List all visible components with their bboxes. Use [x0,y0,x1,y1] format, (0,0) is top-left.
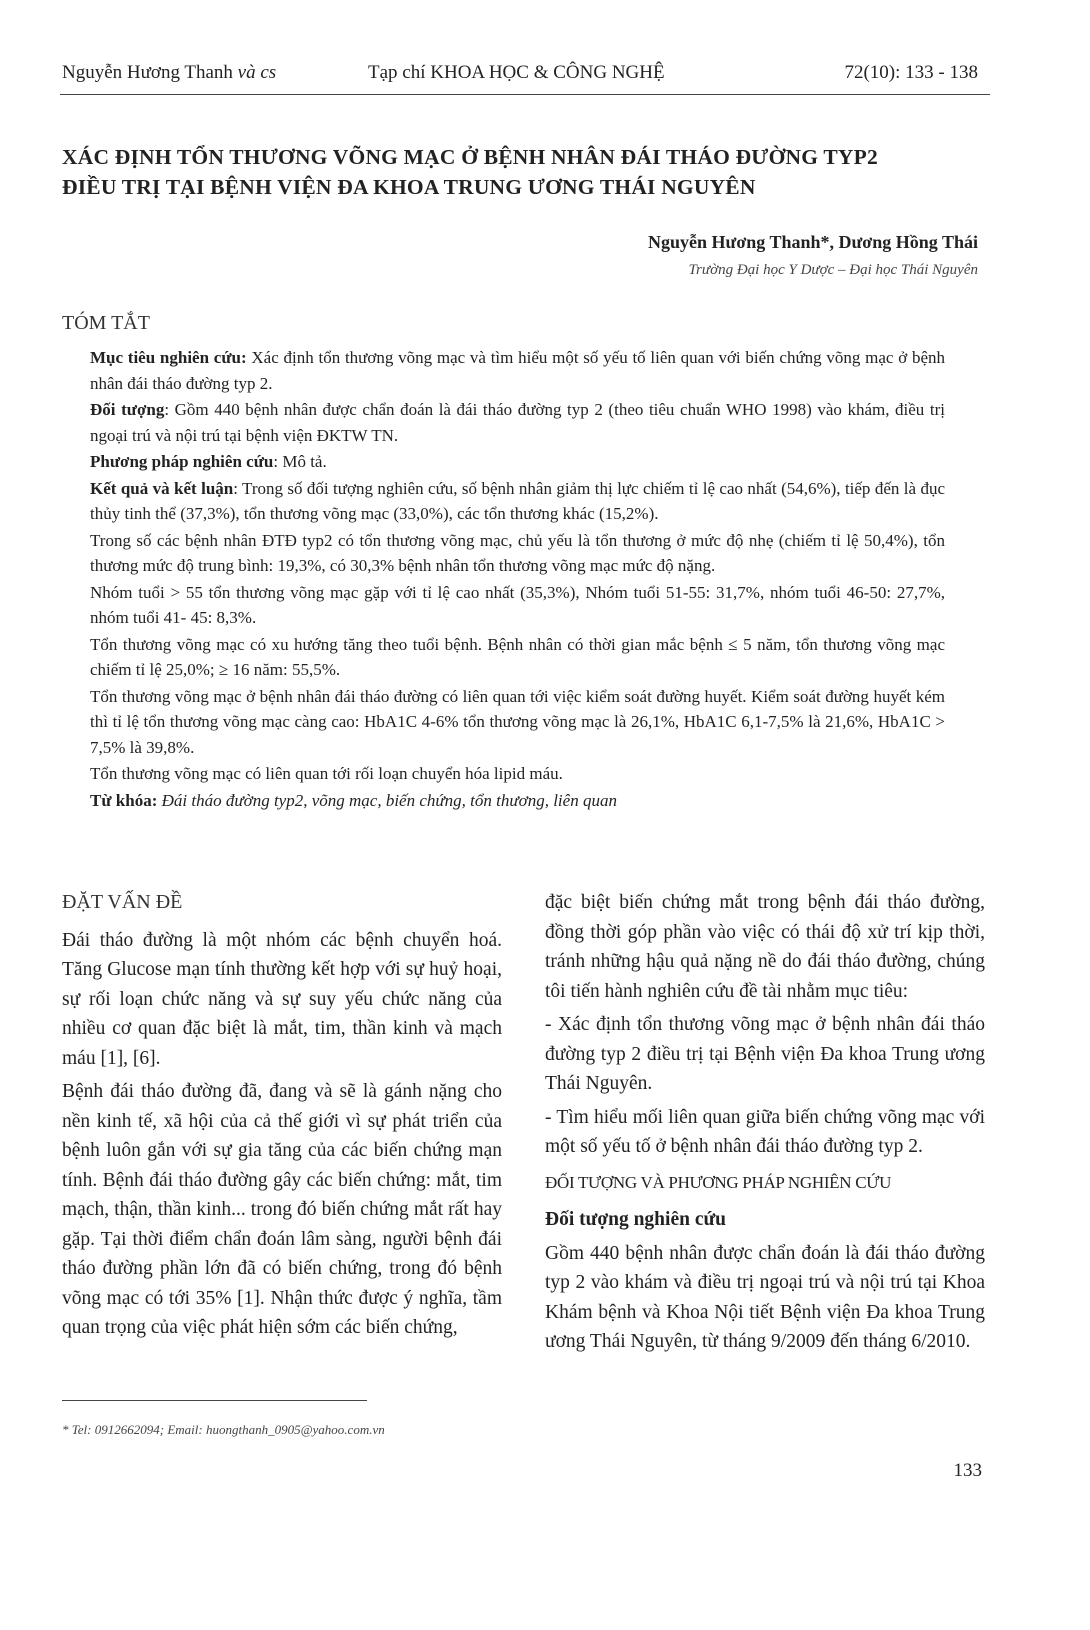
section-heading: ĐỐI TƯỢNG VÀ PHƯƠNG PHÁP NGHIÊN CỨU [545,1172,892,1192]
header-author-name: Nguyễn Hương Thanh [62,62,233,83]
affiliation: Trường Đại học Y Dược – Đại học Thái Nguyên [688,262,978,278]
footnote-rule [62,1400,367,1401]
running-header-journal: Tạp chí KHOA HỌC & CÔNG NGHỆ [368,62,665,83]
left-column [62,888,502,1347]
abstract-para: Tổn thương võng mạc có xu hướng tăng theo tuổi bệnh. Bệnh nhân có thời gian mắc bệnh ≤ 5 năm, tổn thương võng mạc chiếm tỉ lệ 25,0%; ≥ 16 năm: 55,5%. [90,634,945,679]
abstract-body [90,345,945,814]
para-label: Mục tiêu nghiên cứu: [90,348,247,367]
abstract-para [90,449,945,475]
body-para: Bệnh đái tháo đường đã, đang và sẽ là gánh nặng cho nền kinh tế, xã hội của cả thế giới vì sự phát triển của bệnh luôn gắn với sự gia tăng của các biến chứng mạn tính. Bệnh đái tháo đường gây các biến chứng: mắt, tim mạch, thận, thần kinh... trong đó biến chứng mắt rất hay gặp. Tại thời điểm chẩn đoán lâm sàng, người bệnh đái tháo đường phần lớn đã có biến chứng, trong đó bệnh võng mạc có tới 35% [1]. Nhận thức được ý nghĩa, tầm quan trọng của việc phát hiện sớm các biến chứng, [62,1081,502,1338]
abstract-para: Tổn thương võng mạc có liên quan tới rối loạn chuyển hóa lipid máu. [90,764,563,783]
keywords-label: Từ khóa: [90,790,158,810]
abstract-para [90,397,945,448]
body-para: - Xác định tổn thương võng mạc ở bệnh nhân đái tháo đường typ 2 điều trị tại Bệnh viện Đa khoa Trung ương Thái Nguyên. [545,1014,985,1094]
abstract-para: Tổn thương võng mạc ở bệnh nhân đái tháo đường có liên quan tới việc kiểm soát đường huyết. Kiểm soát đường huyết kém thì tỉ lệ tổn thương võng mạc càng cao: HbA1C 4-6% tổn thương võng mạc là 26,1%, HbA1C 6,1-7,5% là 21,6%, HbA1C > 7,5% là 39,8%. [90,686,945,757]
running-header-authors [62,62,276,84]
para-text: : Trong số đối tượng nghiên cứu, số bệnh nhân giảm thị lực chiếm tỉ lệ cao nhất (54,6%), tiếp đến là đục thủy tinh thể (37,3%), tổn thương võng mạc (33,0%), các tổn thương khác (15,2%). [90,478,945,523]
body-para: Gồm 440 bệnh nhân được chẩn đoán là đái tháo đường typ 2 vào khám và điều trị ngoại trú và nội trú tại Khoa Khám bệnh và Khoa Nội tiết Bệnh viện Đa khoa Trung ương Thái Nguyên, từ tháng 9/2009 đến tháng 6/2010. [545,1242,985,1352]
paper-title [62,142,992,202]
subsection-heading: Đối tượng nghiên cứu [545,1209,727,1230]
para-label: Kết quả và kết luận [90,478,234,498]
page-number: 133 [953,1460,982,1481]
para-text: : Mô tả. [273,452,327,471]
header-author-suffix: và cs [237,62,277,83]
abstract-para [90,476,945,527]
para-label: Phương pháp nghiên cứu [90,452,274,471]
abstract-para [90,345,945,396]
author-list: Nguyễn Hương Thanh*, Dương Hồng Thái [648,232,978,252]
abstract-para: Nhóm tuổi > 55 tổn thương võng mạc gặp với tỉ lệ cao nhất (35,3%), Nhóm tuổi 51-55: 31,7%, nhóm tuổi 46-50: 27,7%, nhóm tuổi 41- 45: 8,3%. [90,582,945,627]
title-line-1: XÁC ĐỊNH TỔN THƯƠNG VÕNG MẠC Ở BỆNH NHÂN ĐÁI THÁO ĐƯỜNG TYP2 [62,145,878,169]
para-label: Đối tượng [90,400,165,419]
para-text: Xác định tổn thương võng mạc và tìm hiểu một số yếu tố liên quan với biến chứng võng mạc ở bệnh nhân đái tháo đường typ 2. [90,348,945,393]
header-rule [60,94,990,95]
abstract-para: Trong số các bệnh nhân ĐTĐ typ2 có tổn thương võng mạc, chủ yếu là tổn thương ở mức độ nhẹ (chiếm tỉ lệ 50,4%), tổn thương mức độ trung bình: 19,3%, có 30,3% bệnh nhân tổn thương võng mạc mức độ nặng. [90,530,945,575]
title-line-2: ĐIỀU TRỊ TẠI BỆNH VIỆN ĐA KHOA TRUNG ƯƠNG THÁI NGUYÊN [62,175,756,199]
keywords-text: Đái tháo đường typ2, võng mạc, biến chứng, tổn thương, liên quan [157,790,617,810]
para-text: : Gồm 440 bệnh nhân được chẩn đoán là đái tháo đường typ 2 (theo tiêu chuẩn WHO 1998) vào khám, điều trị ngoại trú và nội trú tại bệnh viện ĐKTW TN. [90,400,946,445]
running-header-volume: 72(10): 133 - 138 [844,62,978,83]
body-para: - Tìm hiểu mối liên quan giữa biến chứng võng mạc với một số yếu tố ở bệnh nhân đái tháo đường typ 2. [545,1106,985,1157]
footnote: * Tel: 0912662094; Email: huongthanh_0905@yahoo.com.vn [62,1422,385,1437]
right-column [545,888,985,1361]
section-heading: ĐẶT VẤN ĐỀ [62,891,183,913]
body-para: đặc biệt biến chứng mắt trong bệnh đái tháo đường, đồng thời góp phần vào việc có thái độ xử trí kịp thời, tránh những hậu quả nặng nề do đái tháo đường, chúng tôi tiến hành nghiên cứu đề tài nhằm mục tiêu: [545,892,985,1002]
keywords [90,788,945,814]
abstract-heading: TÓM TẮT [62,312,150,334]
body-para: Đái tháo đường là một nhóm các bệnh chuyển hoá. Tăng Glucose mạn tính thường kết hợp với sự huỷ hoại, sự rối loạn chức năng và sự suy yếu chức năng của nhiều cơ quan đặc biệt là mắt, tim, thần kinh và mạch máu [1], [6]. [62,929,502,1069]
